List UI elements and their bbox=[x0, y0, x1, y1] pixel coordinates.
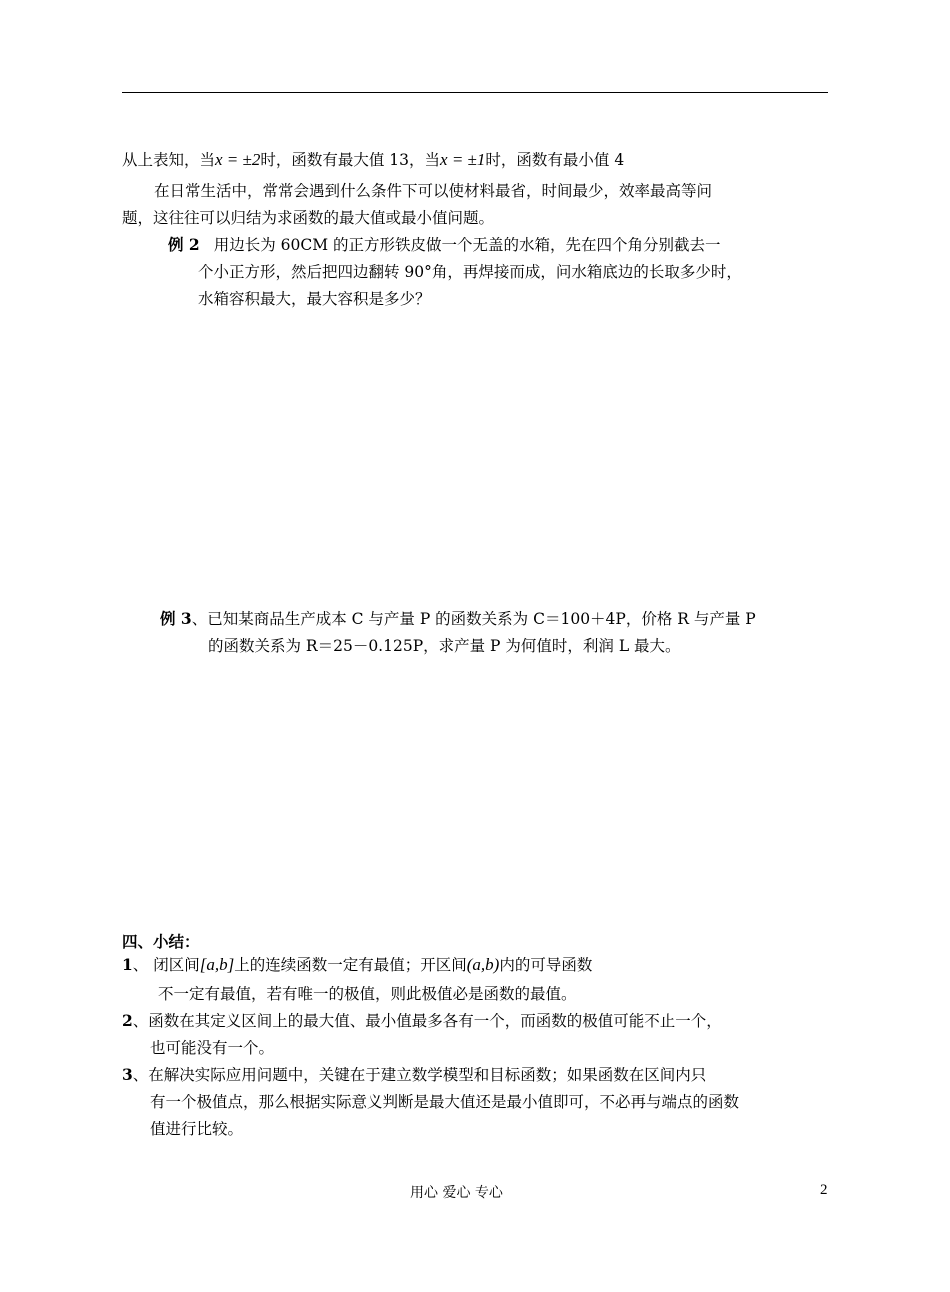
summary-item-2-line-1 bbox=[122, 1011, 722, 1031]
summary-heading: 四、小结： bbox=[122, 932, 200, 951]
example2-label: 例 2 bbox=[168, 235, 200, 254]
example2-text-1: 用边长为 60CM 的正方形铁皮做一个无盖的水箱，先在四个角分别截去一 bbox=[213, 236, 721, 254]
summary-item-3-line-3: 值进行比较。 bbox=[150, 1120, 244, 1138]
example3-line-2: 的函数关系为 R＝25－0.125P，求产量 P 为何值时，利润 L 最大。 bbox=[208, 637, 681, 655]
summary-item-3-line-2: 有一个极值点，那么根据实际意义判断是最大值还是最小值即可，不必再与端点的函数 bbox=[150, 1093, 740, 1111]
result-text-pre: 从上表知，当 bbox=[122, 151, 216, 169]
summary-item-2-number: 2 bbox=[122, 1011, 133, 1030]
summary-item-3-number: 3 bbox=[122, 1065, 133, 1084]
header-rule bbox=[122, 92, 828, 93]
example3-label: 例 3 bbox=[160, 609, 192, 628]
summary-item-1-pre: 、 闭区间 bbox=[132, 956, 200, 974]
example3-line-1 bbox=[160, 609, 756, 629]
result-sentence bbox=[122, 150, 624, 170]
math-x-pm1: x = ±1 bbox=[440, 150, 486, 169]
summary-item-1-post: 内的可导函数 bbox=[499, 956, 593, 974]
intro-line-2: 题，这往往可以归结为求函数的最大值或最小值问题。 bbox=[122, 209, 495, 227]
math-x-pm2: x = ±2 bbox=[215, 150, 261, 169]
math-closed-interval: [a,b] bbox=[199, 955, 235, 974]
summary-item-1-mid: 上的连续函数一定有最值；开区间 bbox=[234, 956, 467, 974]
result-text-post: 时，函数有最小值 4 bbox=[485, 151, 625, 169]
summary-item-1-line-1 bbox=[122, 955, 592, 975]
example3-text-1: 、已知某商品生产成本 C 与产量 P 的函数关系为 C＝100＋4P，价格 R 与产量 P bbox=[191, 610, 756, 628]
example2-line-1 bbox=[168, 235, 721, 255]
summary-item-1-number: 1 bbox=[122, 955, 133, 974]
summary-item-3-line-1 bbox=[122, 1065, 706, 1085]
intro-line-1: 在日常生活中，常常会遇到什么条件下可以使材料最省，时间最少，效率最高等问 bbox=[154, 182, 713, 200]
summary-item-3-text: 、在解决实际应用问题中，关键在于建立数学模型和目标函数；如果函数在区间内只 bbox=[132, 1066, 707, 1084]
page-number: 2 bbox=[820, 1182, 828, 1198]
summary-item-2-line-2: 也可能没有一个。 bbox=[150, 1039, 275, 1057]
math-open-interval: (a,b) bbox=[466, 955, 500, 974]
example2-line-3: 水箱容积最大，最大容积是多少？ bbox=[198, 290, 431, 308]
result-text-mid: 时，函数有最大值 13，当 bbox=[260, 151, 441, 169]
summary-item-1-line-2: 不一定有最值，若有唯一的极值，则此极值必是函数的最值。 bbox=[158, 985, 577, 1003]
example2-line-2: 个小正方形，然后把四边翻转 90°角，再焊接而成，问水箱底边的长取多少时， bbox=[198, 263, 742, 281]
footer-motto: 用心 爱心 专心 bbox=[410, 1185, 503, 1201]
summary-item-2-text: 、函数在其定义区间上的最大值、最小值最多各有一个，而函数的极值可能不止一个， bbox=[132, 1012, 722, 1030]
